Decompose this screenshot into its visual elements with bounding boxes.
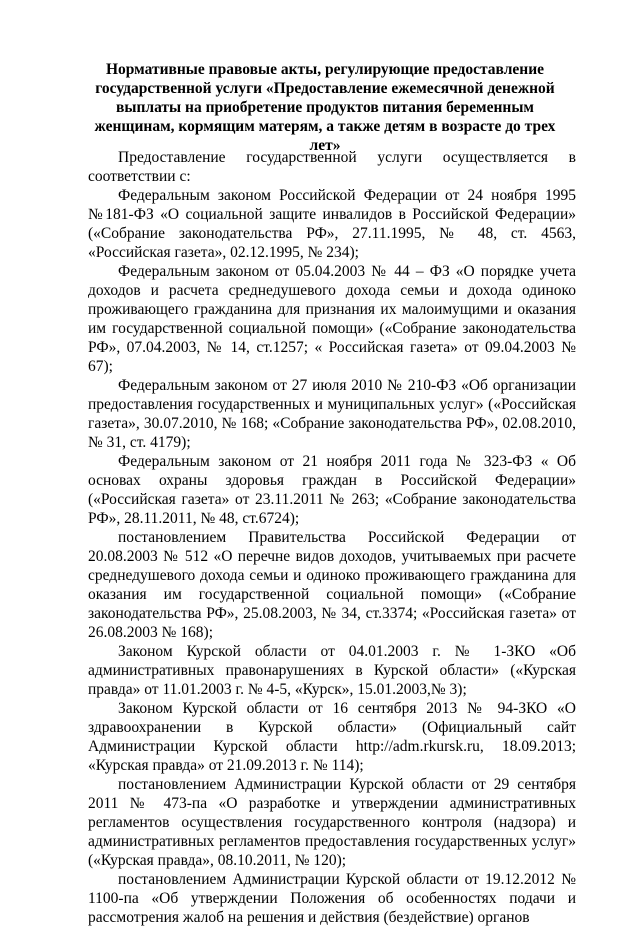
- document-body: [88, 148, 576, 927]
- paragraph-kursk-resolution-1100: постановлением Администрации Курской области от 19.12.2012 № 1100-па «Об утверждении Положения об особенностях подачи и рассмотрения жалоб на решения и действия (бездействие) органов: [88, 871, 576, 926]
- paragraph-resolution-512: постановлением Правительства Российской Федерации от 20.08.2003 № 512 «О перечне видов доходов, учитываемых при расчете среднедушевого дохода семьи и одиноко проживающего гражданина для оказания им государственной социальной помощи» («Собрание законодательства РФ», 25.08.2003, № 34, ст.3374; «Российская газета» от 26.08.2003 № 168);: [88, 529, 576, 641]
- paragraph-kursk-law-94: Законом Курской области от 16 сентября 2013 № 94-ЗКО «О здравоохранении в Курской области» (Официальный сайт Администрации Курской области http://adm.rkursk.ru, 18.09.2013; «Курская правда» от 21.09.2013 г. № 114);: [88, 700, 576, 774]
- paragraph-intro: Предоставление государственной услуги осуществляется в соответствии с:: [88, 149, 576, 185]
- paragraph-law-210: Федеральным законом от 27 июля 2010 № 210-ФЗ «Об организации предоставления государственных и муниципальных услуг» («Российская газета», 30.07.2010, № 168; «Собрание законодательства РФ», 02.08.2010, № 31, ст. 4179);: [88, 377, 576, 451]
- paragraph-kursk-law-1: Законом Курской области от 04.01.2003 г. № 1-ЗКО «Об административных правонарушениях в Курской области» («Курская правда» от 11.01.2003 г. № 4-5, «Курск», 15.01.2003,№ 3);: [88, 643, 576, 698]
- paragraph-law-44: Федеральным законом от 05.04.2003 № 44 – ФЗ «О порядке учета доходов и расчета среднедушевого дохода семьи и дохода одиноко проживающего гражданина для признания их малоимущими и оказания им государственной социальной помощи» («Собрание законодательства РФ», 07.04.2003, № 14, ст.1257; « Российская газета» от 09.04.2003 № 67);: [88, 263, 576, 375]
- paragraph-law-323: Федеральным законом от 21 ноября 2011 года № 323-ФЗ « Об основах охраны здоровья граждан в Российской Федерации» («Российская газета» от 23.11.2011 № 263; «Собрание законодательства РФ», 28.11.2011, № 48, ст.6724);: [88, 453, 576, 527]
- paragraph-law-181: Федеральным законом Российской Федерации от 24 ноября 1995 №181-ФЗ «О социальной защите инвалидов в Российской Федерации» («Собрание законодательства РФ», 27.11.1995, № 48, ст. 4563, «Российская газета», 02.12.1995, № 234);: [88, 187, 576, 261]
- paragraph-kursk-resolution-473: постановлением Администрации Курской области от 29 сентября 2011 № 473-па «О разработке и утверждении административных регламентов осуществления государственного контроля (надзора) и административных регламентов предоставления государственных услуг» («Курская правда», 08.10.2011, № 120);: [88, 776, 576, 869]
- document-title: Нормативные правовые акты, регулирующие предоставление государственной услуги «Предоставление ежемесячной денежной выплаты на приобретение продуктов питания беременным женщинам, кормящим матерям, а также детям в возрасте до трех лет»: [94, 61, 556, 154]
